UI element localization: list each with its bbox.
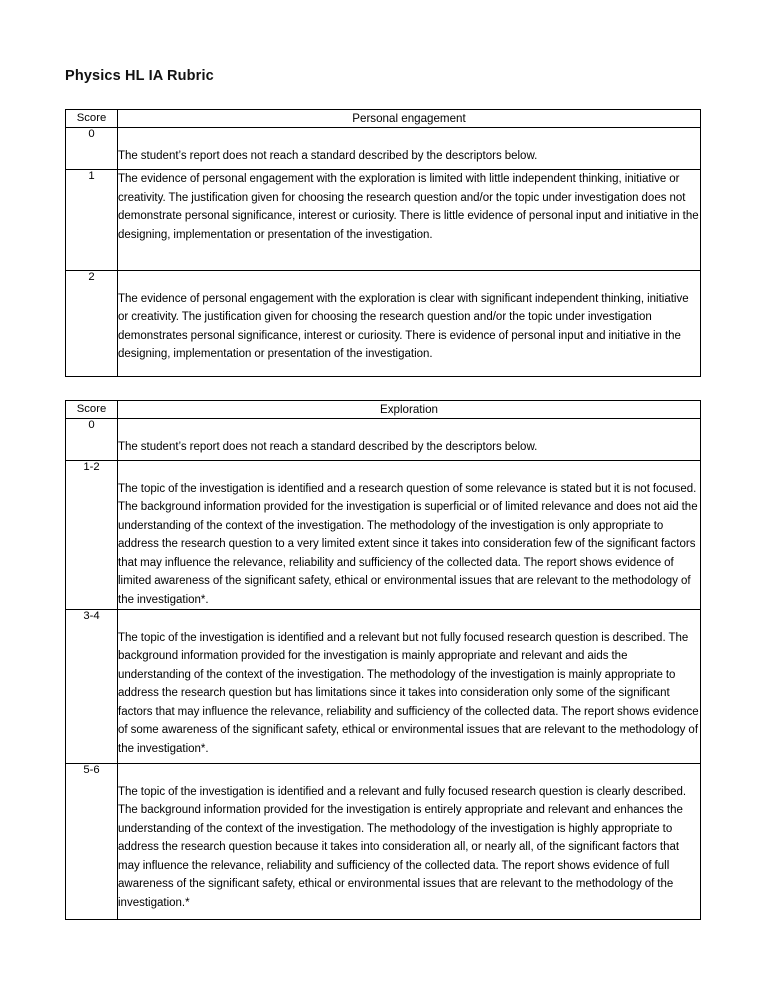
score-cell: 3-4 xyxy=(66,610,118,764)
blank-line xyxy=(118,764,700,783)
column-header-criterion: Exploration xyxy=(118,401,701,419)
column-header-score: Score xyxy=(66,401,118,419)
table-row xyxy=(66,610,701,764)
blank-line xyxy=(118,610,700,629)
descriptor-text: The evidence of personal engagement with the exploration is limited with little independent thinking, initiative or creativity. The justification given for choosing the research question and/or the topic under investigation does not demonstrate personal significance, interest or curiosity. There is little evidence of personal input and initiative in the designing, implementation or presentation of the investigation. xyxy=(118,173,699,241)
column-header-score: Score xyxy=(66,110,118,128)
descriptor-text: The topic of the investigation is identified and a research question of some relevance is stated but it is not focused. The background information provided for the investigation is superficial or of limited relevance and does not aid the understanding of the context of the investigation. The methodology of the investigation is only appropriate to address the research question to a very limited extent since it takes into consideration few of the significant factors that may influence the relevance, reliability and sufficiency of the collected data. The report shows evidence of limited awareness of the significant safety, ethical or environmental issues that are relevant to the methodology of the investigation*. xyxy=(118,482,698,606)
descriptor-cell xyxy=(118,128,701,170)
blank-line xyxy=(118,128,700,147)
descriptor-cell xyxy=(118,170,701,271)
blank-line xyxy=(118,271,700,290)
score-cell: 1-2 xyxy=(66,461,118,610)
table-row xyxy=(66,170,701,271)
descriptor-cell xyxy=(118,419,701,461)
table-row xyxy=(66,461,701,610)
descriptor-text: The evidence of personal engagement with the exploration is clear with significant independent thinking, initiative or creativity. The justification given for choosing the research question and/or the topic under investigation demonstrates personal significance, interest or curiosity. There is evidence of personal input and initiative in the designing, implementation or presentation of the investigation. xyxy=(118,292,689,360)
descriptor-text: The topic of the investigation is identified and a relevant but not fully focused research question is described. The background information provided for the investigation is mainly appropriate and relevant and aids the understanding of the context of the investigation. The methodology of the investigation is mainly appropriate to address the research question but has limitations since it takes into consideration only some of the significant factors that may influence the relevance, reliability and sufficiency of the collected data. The report shows evidence of some awareness of the significant safety, ethical or environmental issues that are relevant to the methodology of the investigation*. xyxy=(118,631,699,755)
score-cell: 0 xyxy=(66,128,118,170)
table-body xyxy=(66,419,701,920)
table-row xyxy=(66,128,701,170)
descriptor-text: The student’s report does not reach a standard described by the descriptors below. xyxy=(118,440,538,453)
table-header xyxy=(66,110,701,128)
rubric-table-personal-engagement xyxy=(65,109,701,377)
table-header xyxy=(66,401,701,419)
table-header-row xyxy=(66,401,701,419)
descriptor-cell xyxy=(118,271,701,377)
table-row xyxy=(66,419,701,461)
score-cell: 1 xyxy=(66,170,118,271)
descriptor-cell xyxy=(118,461,701,610)
blank-line xyxy=(118,419,700,438)
descriptor-text: The topic of the investigation is identified and a relevant and fully focused research question is clearly described. The background information provided for the investigation is entirely appropriate and relevant and enhances the understanding of the context of the investigation. The methodology of the investigation is highly appropriate to address the research question because it takes into consideration all, or nearly all, of the significant factors that may influence the relevance, reliability and sufficiency of the collected data. The report shows evidence of full awareness of the significant safety, ethical or environmental issues that are relevant to the methodology of the investigation.* xyxy=(118,785,687,909)
table-row xyxy=(66,271,701,377)
score-cell: 5-6 xyxy=(66,764,118,920)
blank-line xyxy=(118,461,700,480)
table-row xyxy=(66,764,701,920)
rubric-table-exploration xyxy=(65,400,701,920)
score-cell: 2 xyxy=(66,271,118,377)
descriptor-text: The student’s report does not reach a standard described by the descriptors below. xyxy=(118,149,538,162)
descriptor-cell xyxy=(118,610,701,764)
column-header-criterion: Personal engagement xyxy=(118,110,701,128)
table-body xyxy=(66,128,701,377)
score-cell: 0 xyxy=(66,419,118,461)
table-header-row xyxy=(66,110,701,128)
page-title: Physics HL IA Rubric xyxy=(65,68,214,84)
descriptor-cell xyxy=(118,764,701,920)
